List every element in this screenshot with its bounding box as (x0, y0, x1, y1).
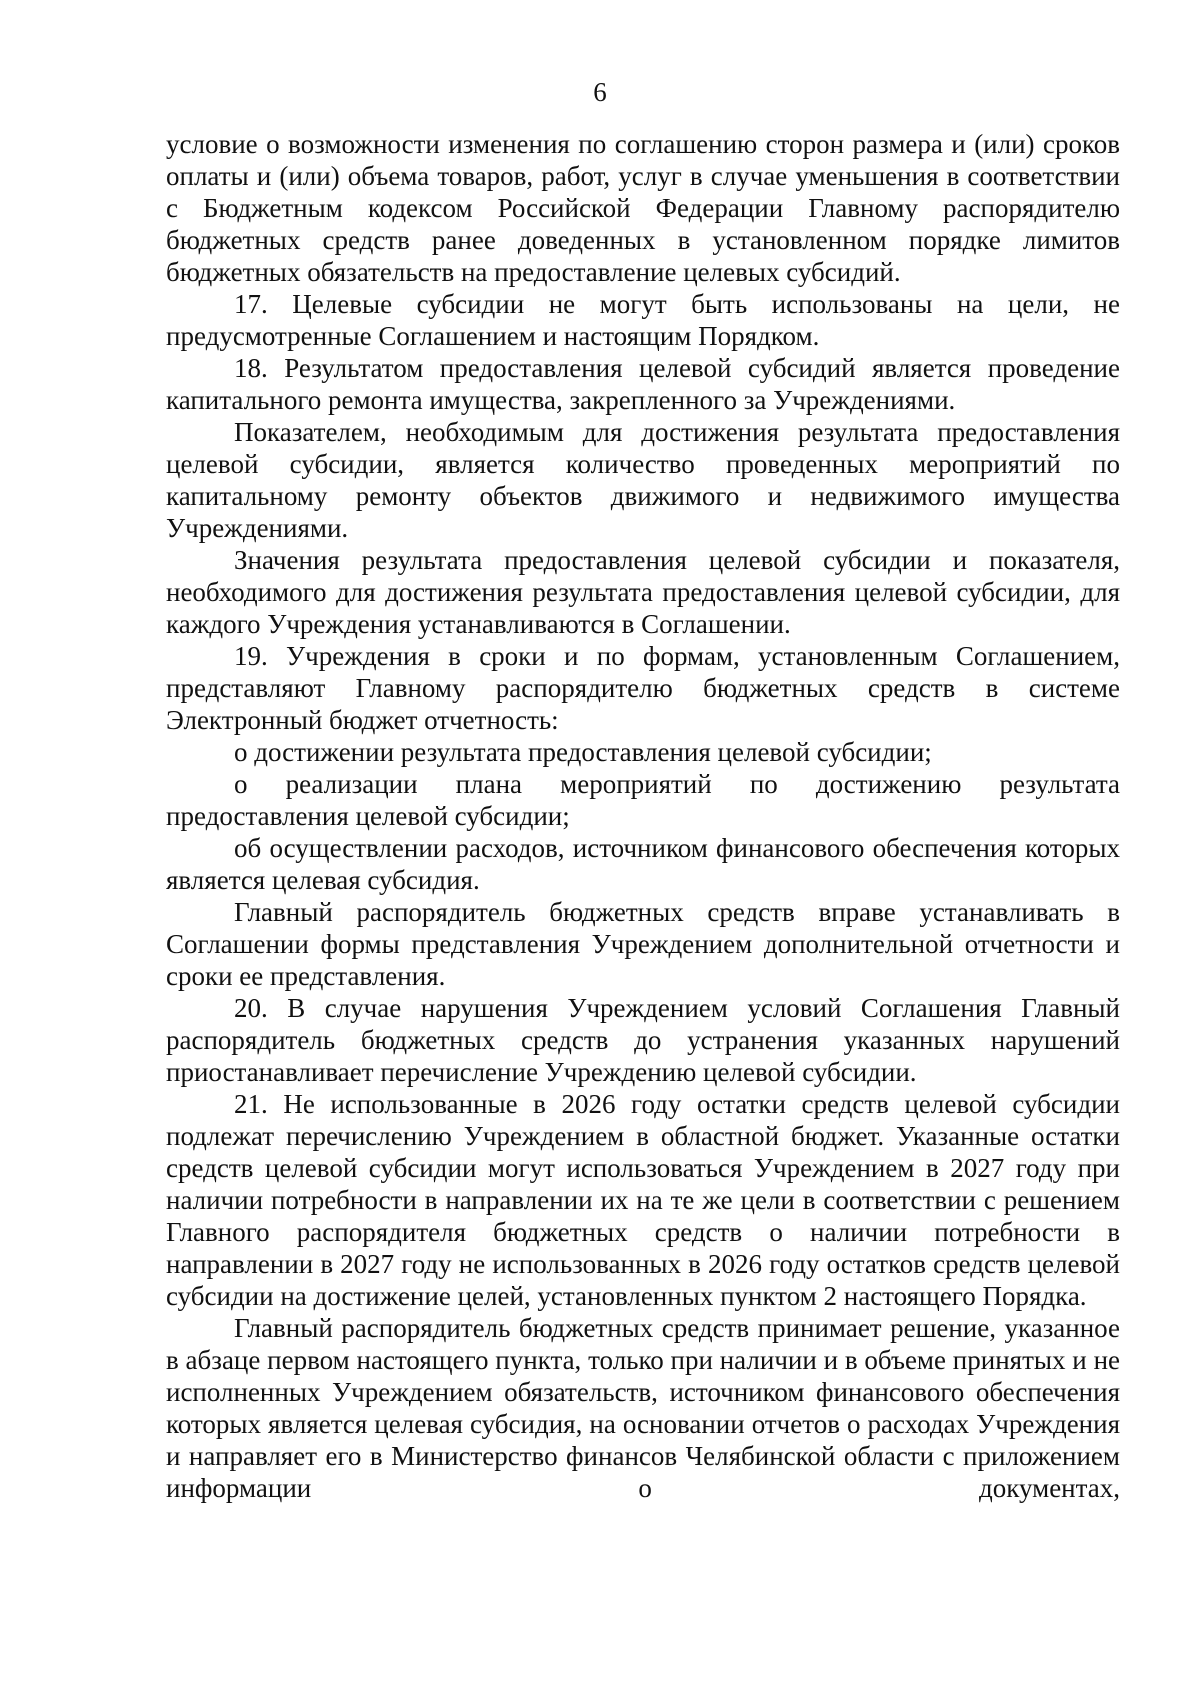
document-body (166, 128, 1120, 1504)
paragraph-values: Значения результата предоставления целевой субсидии и показателя, необходимого для достижения результата предоставления целевой субсидии, для каждого Учреждения устанавливаются в Соглашении. (166, 545, 1120, 639)
paragraph-report-2: о реализации плана мероприятий по достижению результата предоставления целевой субсидии; (166, 769, 1120, 831)
paragraph-report-3: об осуществлении расходов, источником финансового обеспечения которых является целевая субсидия. (166, 833, 1120, 895)
paragraph-item-18: 18. Результатом предоставления целевой субсидий является проведение капитального ремонта имущества, закрепленного за Учреждениями. (166, 353, 1120, 415)
paragraph-item-17: 17. Целевые субсидии не могут быть использованы на цели, не предусмотренные Соглашением и настоящим Порядком. (166, 289, 1120, 351)
paragraph-report-1: о достижении результата предоставления целевой субсидии; (234, 737, 932, 767)
page-number: 6 (593, 77, 607, 107)
paragraph-item-21: 21. Не использованные в 2026 году остатки средств целевой субсидии подлежат перечислению Учреждением в областной бюджет. Указанные остатки средств целевой субсидии могут использоваться Учреждением в 2027 году при наличии потребности в направлении их на те же цели в соответствии с решением Главного распорядителя бюджетных средств о наличии потребности в направлении в 2027 году не использованных в 2026 году остатков средств целевой субсидии на достижение целей, установленных пунктом 2 настоящего Порядка. (166, 1089, 1120, 1311)
paragraph-item-19: 19. Учреждения в сроки и по формам, установленным Соглашением, представляют Главному распорядителю бюджетных средств в системе Электронный бюджет отчетность: (166, 641, 1120, 735)
paragraph-additional-reporting: Главный распорядитель бюджетных средств вправе устанавливать в Соглашении формы представления Учреждением дополнительной отчетности и сроки ее представления. (166, 897, 1120, 991)
paragraph-continuation: условие о возможности изменения по соглашению сторон размера и (или) сроков оплаты и (или) объема товаров, работ, услуг в случае уменьшения в соответствии с Бюджетным кодексом Российской Федерации Главному распорядителю бюджетных средств ранее доведенных в установленном порядке лимитов бюджетных обязательств на предоставление целевых субсидий. (166, 129, 1120, 287)
paragraph-indicator: Показателем, необходимым для достижения результата предоставления целевой субсидии, является количество проведенных мероприятий по капитальному ремонту объектов движимого и недвижимого имущества Учреждениями. (166, 417, 1120, 543)
paragraph-decision: Главный распорядитель бюджетных средств принимает решение, указанное в абзаце первом настоящего пункта, только при наличии и в объеме принятых и не исполненных Учреждением обязательств, источником финансового обеспечения которых является целевая субсидия, на основании отчетов о расходах Учреждения и направляет его в Министерство финансов Челябинской области с приложением информации о документах, (166, 1313, 1120, 1503)
paragraph-item-20: 20. В случае нарушения Учреждением условий Соглашения Главный распорядитель бюджетных средств до устранения указанных нарушений приостанавливает перечисление Учреждению целевой субсидии. (166, 993, 1120, 1087)
